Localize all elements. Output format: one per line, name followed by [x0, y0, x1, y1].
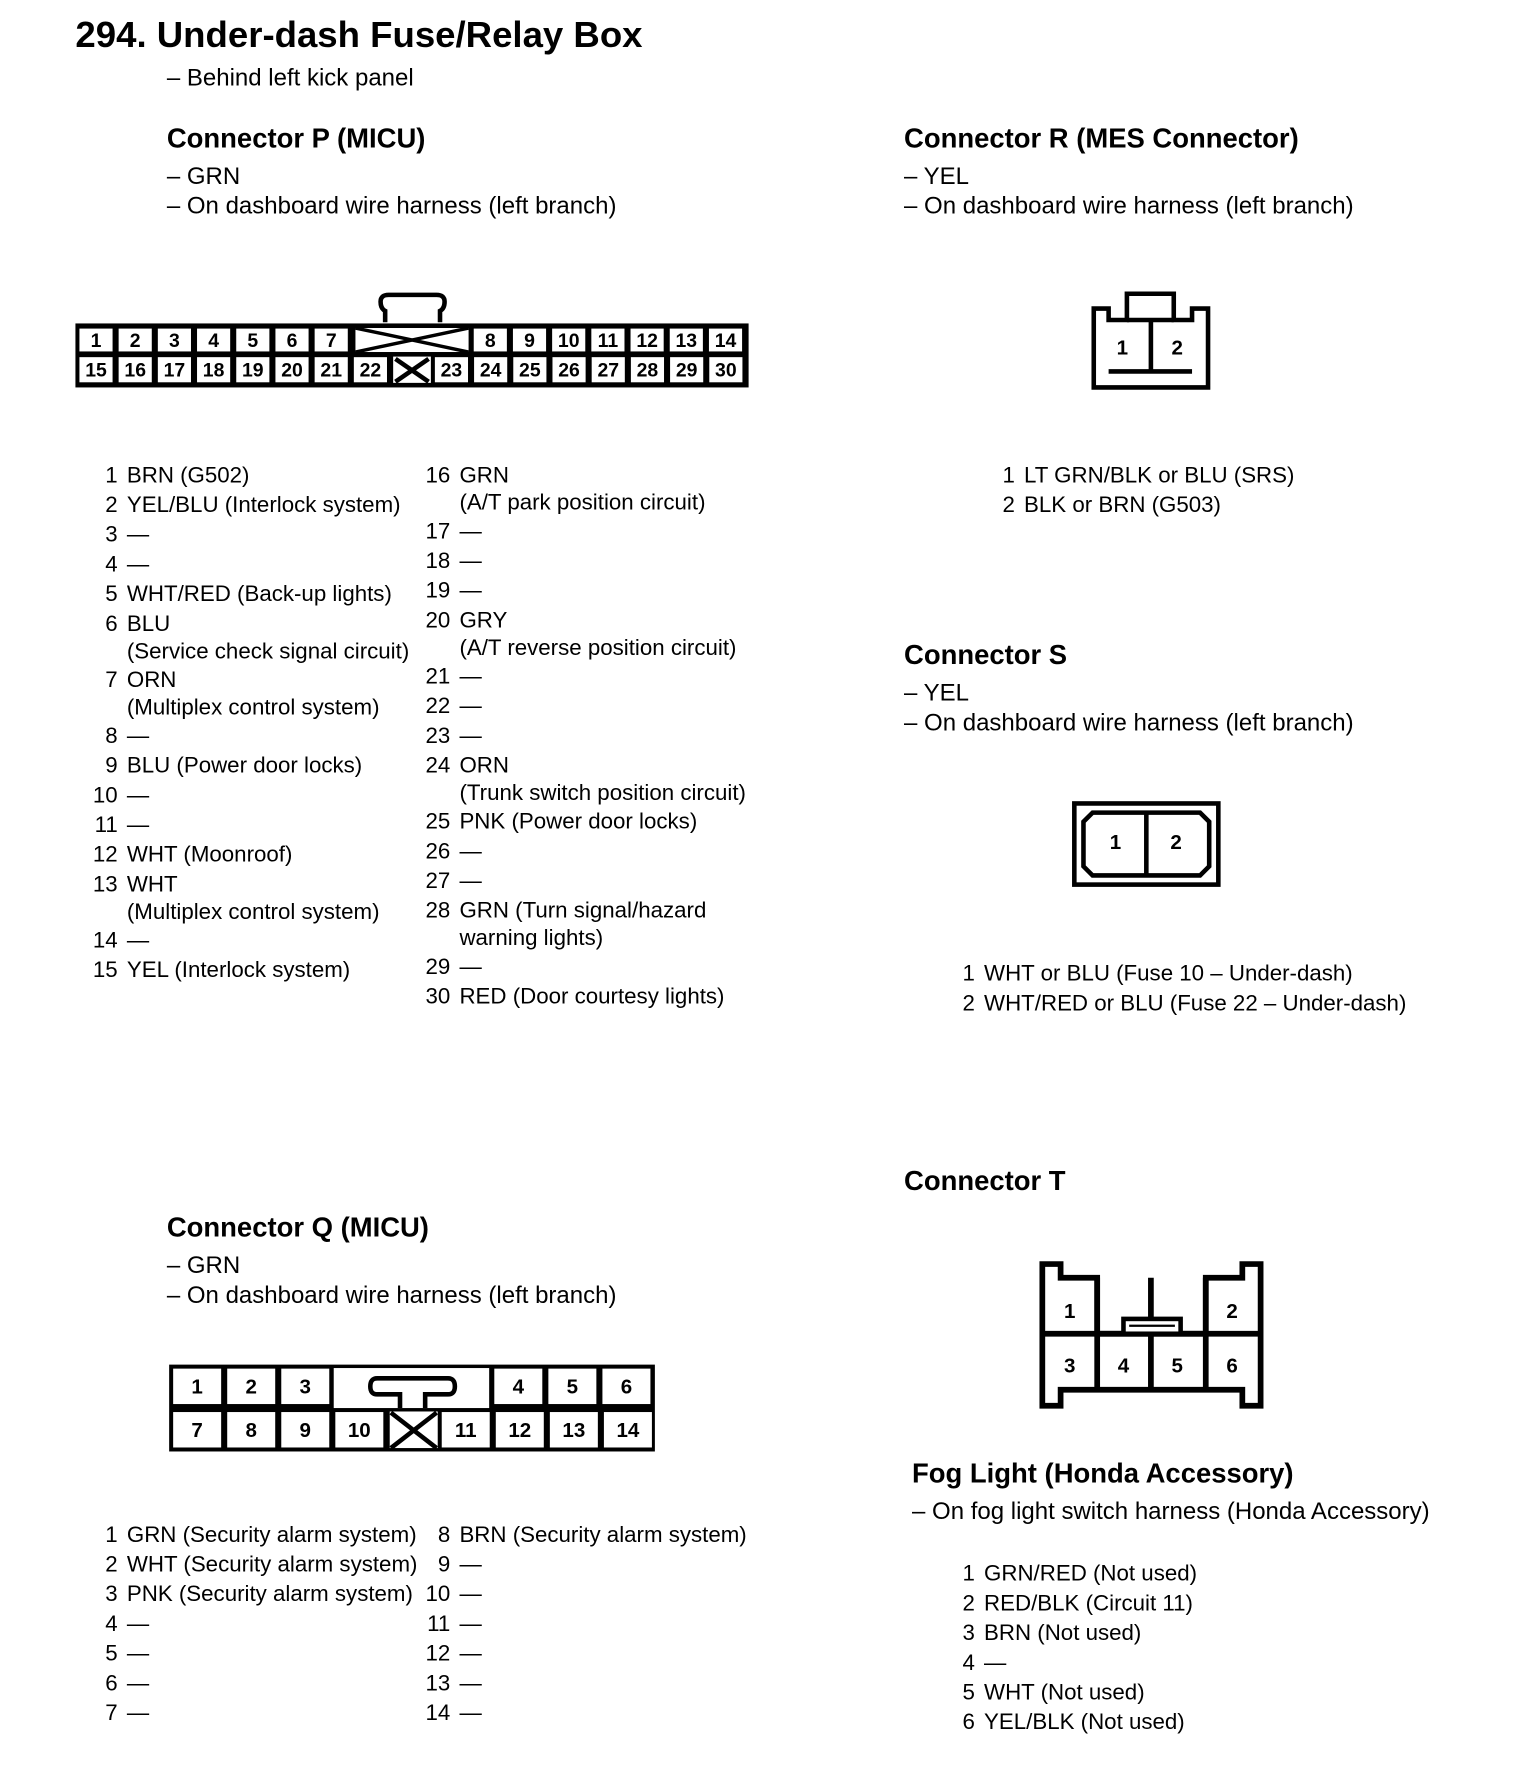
pin-label: 13: [675, 330, 698, 353]
pin-number: 26: [425, 838, 451, 865]
pin-description: —: [459, 1552, 482, 1578]
pin-list-item: [75, 550, 409, 580]
pin-number: [407, 926, 460, 952]
pin-list-item: [407, 517, 746, 547]
pin-list-item: [75, 810, 409, 840]
pin-label: 11: [597, 330, 619, 353]
pin-list-item: [943, 959, 1406, 989]
pin-list-item-continuation: [407, 635, 746, 661]
pin-label: 21: [320, 359, 343, 382]
pin-number: 13: [425, 1670, 451, 1697]
pin-description: (Multiplex control system): [126, 899, 380, 925]
pin-list-item: [75, 870, 409, 900]
pin-list-item: [407, 606, 746, 636]
pin-list-item-continuation: [407, 781, 746, 807]
pin-list-item: [407, 576, 746, 606]
pin-description: YEL/BLK (Not used): [984, 1709, 1185, 1735]
pin-label: 1: [1109, 831, 1122, 855]
pin-description: BRN (Not used): [984, 1620, 1142, 1646]
pin-list-item: [407, 1669, 747, 1699]
pin-number: 15: [92, 957, 118, 983]
pin-number: 22: [425, 693, 451, 719]
pin-label: 14: [616, 1419, 640, 1443]
pin-description: —: [459, 838, 482, 865]
connector-q-pin-list-2: [407, 1520, 747, 1728]
pin-description: PNK (Security alarm system): [126, 1581, 413, 1607]
pin-description: —: [984, 1650, 1007, 1676]
pin-number: [407, 635, 460, 661]
pin-number: 8: [437, 1522, 451, 1548]
pin-number: 4: [105, 552, 118, 578]
pin-list-item: [943, 1559, 1197, 1589]
pin-label: 4: [1117, 1354, 1130, 1378]
pin-description: —: [459, 868, 482, 894]
pin-number: 6: [105, 611, 118, 637]
pin-list-item: [407, 1579, 747, 1609]
pin-list-item: [983, 461, 1295, 491]
pin-description: —: [126, 552, 150, 578]
pin-list-item: [407, 952, 746, 982]
pin-list-item: [943, 989, 1406, 1019]
pin-number: 9: [105, 753, 118, 779]
pin-number: 2: [105, 1552, 118, 1578]
pin-label: 9: [299, 1419, 311, 1443]
connector-p-pin-list-1: [75, 461, 409, 986]
pin-list-item-continuation: [75, 639, 409, 665]
pin-list-item: [75, 1579, 417, 1609]
pin-description: (Service check signal circuit): [126, 638, 410, 665]
pin-label: 10: [557, 330, 580, 353]
pin-label: 28: [636, 359, 659, 382]
pin-label: 1: [90, 330, 102, 353]
pin-number: [75, 639, 126, 665]
pin-list-item: [407, 982, 746, 1012]
pin-list-item: [75, 520, 409, 550]
pin-description: —: [459, 548, 482, 574]
pin-list-item-continuation: [407, 926, 746, 952]
pin-list-item: [75, 926, 409, 956]
pin-list-item: [943, 1589, 1197, 1619]
pin-label: 24: [479, 359, 502, 382]
pin-description: WHT/RED (Back-up lights): [126, 581, 392, 607]
pin-description: BLK or BRN (G503): [1024, 492, 1221, 518]
pin-number: 6: [962, 1709, 975, 1735]
connector-q-title: Connector Q (MICU): [166, 1212, 429, 1244]
pin-description: —: [126, 522, 150, 548]
pin-list-item: [75, 579, 409, 609]
pin-list-item-continuation: [75, 899, 409, 925]
pin-list-item: [407, 461, 746, 491]
pin-description: warning lights): [459, 925, 604, 951]
connector-p-title: Connector P (MICU): [166, 123, 426, 155]
connector-r-pin-list: [983, 461, 1295, 520]
pin-number: [75, 695, 126, 721]
pin-description: (Multiplex control system): [126, 694, 380, 721]
pin-list-item: [407, 837, 746, 867]
pin-list-item: [75, 609, 409, 639]
pin-label: 1: [1064, 1299, 1076, 1323]
pin-list-item: [407, 662, 746, 692]
pin-label: 12: [508, 1419, 532, 1443]
pin-description: —: [459, 1581, 482, 1607]
pin-number: 6: [105, 1670, 118, 1697]
connector-r-title: Connector R (MES Connector): [904, 123, 1299, 155]
pin-label: 30: [715, 359, 737, 382]
pin-description: —: [126, 1611, 150, 1637]
pin-list-item: [75, 1550, 417, 1580]
pin-description: BLU: [126, 611, 171, 637]
pin-label: 12: [636, 330, 658, 353]
pin-label: 13: [562, 1419, 586, 1443]
pin-number: 1: [1002, 462, 1015, 489]
pin-label: 2: [1170, 831, 1182, 855]
pin-description: —: [126, 723, 150, 749]
pin-list-item: [407, 1698, 747, 1728]
pin-list-item: [75, 751, 409, 781]
pin-number: 21: [425, 664, 451, 690]
pin-description: —: [126, 1700, 150, 1726]
pin-description: —: [126, 782, 150, 809]
pin-number: 1: [105, 462, 118, 489]
pin-list-item: [75, 721, 409, 751]
pin-list-item: [943, 1707, 1197, 1737]
pin-number: 23: [425, 723, 451, 749]
pin-label: 2: [129, 330, 141, 353]
pin-description: —: [459, 578, 482, 604]
pin-label: 1: [1116, 336, 1129, 360]
fog-light-title: Fog Light (Honda Accessory): [912, 1458, 1294, 1490]
pin-number: 27: [425, 868, 451, 894]
pin-description: WHT or BLU (Fuse 10 – Under-dash): [984, 961, 1353, 987]
pin-number: 7: [105, 1700, 118, 1726]
pin-list-item: [407, 691, 746, 721]
pin-list-item: [75, 461, 409, 491]
pin-description: (A/T park position circuit): [459, 490, 706, 516]
pin-description: BLU (Power door locks): [126, 753, 363, 779]
pin-description: —: [459, 518, 482, 545]
pin-number: 5: [105, 581, 118, 607]
pin-label: 7: [325, 330, 337, 353]
pin-number: 10: [425, 1581, 451, 1607]
pin-list-item: [407, 807, 746, 837]
pin-label: 20: [281, 359, 303, 382]
pin-list-item-continuation: [75, 695, 409, 721]
pin-label: 8: [245, 1419, 257, 1443]
pin-label: 2: [1226, 1299, 1238, 1323]
pin-label: 4: [208, 330, 220, 353]
pin-number: 12: [425, 1641, 451, 1667]
pin-list-item: [75, 1639, 417, 1669]
pin-label: 10: [347, 1419, 371, 1443]
pin-list-item: [75, 490, 409, 520]
pin-list-item: [943, 1648, 1197, 1678]
pin-description: —: [459, 693, 482, 719]
pin-description: (Trunk switch position circuit): [459, 780, 746, 806]
pin-list-item: [943, 1678, 1197, 1708]
connector-q-pin-list-1: [75, 1520, 417, 1728]
pin-description: —: [126, 812, 150, 838]
pin-list-item: [75, 955, 409, 985]
pin-number: 5: [105, 1641, 118, 1667]
pin-number: 9: [437, 1552, 451, 1578]
pin-number: 2: [105, 492, 118, 518]
pin-label: 17: [163, 359, 186, 382]
connector-p-color: – GRN: [166, 163, 241, 190]
pin-description: —: [126, 1670, 150, 1697]
pin-number: 14: [92, 928, 118, 954]
pin-number: 18: [425, 548, 451, 574]
pin-description: (A/T reverse position circuit): [459, 635, 737, 661]
connector-s-title: Connector S: [904, 640, 1068, 671]
pin-number: 2: [1002, 492, 1015, 518]
pin-list-item: [943, 1618, 1197, 1648]
pin-label: 8: [484, 330, 496, 353]
pin-description: RED (Door courtesy lights): [459, 984, 725, 1010]
pin-label: 3: [1064, 1354, 1076, 1378]
pin-list-item: [407, 1609, 747, 1639]
connector-q-notes: [167, 1251, 617, 1310]
pin-number: 14: [425, 1700, 451, 1726]
pin-label: 19: [242, 359, 264, 382]
pin-description: GRN: [459, 462, 509, 489]
pin-number: 11: [94, 812, 118, 838]
pin-list-item: [75, 840, 409, 870]
pin-description: —: [459, 954, 482, 980]
pin-label: 23: [440, 359, 463, 382]
connector-s-color: – YEL: [904, 680, 969, 707]
pin-description: GRN (Turn signal/hazard: [459, 898, 707, 924]
pin-description: —: [459, 1670, 482, 1697]
connector-p-location: – On dashboard wire harness (left branch): [166, 193, 617, 220]
pin-list-item: [75, 1520, 417, 1550]
pin-description: GRY: [459, 608, 508, 634]
pin-description: GRN (Security alarm system): [126, 1522, 417, 1548]
pin-list-item: [75, 1698, 417, 1728]
pin-description: RED/BLK (Circuit 11): [984, 1590, 1193, 1617]
pin-number: 3: [105, 522, 118, 548]
pin-description: PNK (Power door locks): [459, 809, 698, 835]
pin-number: 3: [105, 1581, 118, 1607]
pin-list-item: [983, 490, 1295, 520]
pin-number: 29: [425, 954, 451, 980]
pin-label: 5: [247, 330, 259, 353]
pin-number: 17: [425, 518, 451, 545]
connector-s-location: – On dashboard wire harness (left branch): [904, 709, 1354, 737]
pin-label: 5: [1171, 1354, 1183, 1378]
pin-number: [407, 490, 460, 516]
latch: [381, 295, 445, 322]
pin-number: 5: [962, 1680, 975, 1706]
connector-r-color: – YEL: [904, 163, 969, 190]
page-title: 294. Under-dash Fuse/Relay Box: [75, 13, 643, 55]
pin-description: BRN (G502): [126, 462, 250, 489]
pin-description: LT GRN/BLK or BLU (SRS): [1024, 462, 1295, 489]
pin-label: 16: [124, 359, 147, 382]
pin-number: 4: [962, 1650, 975, 1676]
pin-label: 6: [620, 1375, 633, 1399]
pin-list-item: [75, 1669, 417, 1699]
pin-description: WHT (Not used): [984, 1680, 1145, 1706]
pin-number: 4: [105, 1611, 118, 1637]
connector-r-location: – On dashboard wire harness (left branch): [904, 193, 1354, 220]
pin-list-item: [407, 866, 746, 896]
connector-s-pin-list: [943, 959, 1406, 1018]
pin-number: 20: [425, 608, 451, 634]
pin-label: 3: [299, 1375, 311, 1399]
pin-description: WHT (Security alarm system): [126, 1552, 418, 1578]
pin-number: 2: [962, 1590, 975, 1617]
pin-list-item: [407, 1520, 747, 1550]
pin-description: —: [459, 1611, 482, 1637]
pin-label: 25: [519, 359, 541, 382]
pin-label: 2: [1171, 336, 1183, 360]
pin-label: 18: [202, 359, 225, 382]
pin-label: 27: [597, 359, 620, 382]
pin-list-item: [75, 781, 409, 811]
pin-number: 30: [425, 984, 451, 1010]
pin-number: 7: [105, 667, 118, 693]
pin-number: 3: [962, 1620, 975, 1646]
pin-label: 7: [191, 1419, 203, 1443]
pin-list-item: [407, 896, 746, 926]
connector-s-notes: [904, 679, 1354, 738]
pin-description: —: [126, 928, 150, 954]
pin-list-item: [407, 1550, 747, 1580]
pin-number: 10: [92, 782, 118, 809]
pin-number: 24: [425, 753, 451, 779]
pin-label: 15: [85, 359, 107, 382]
pin-number: 19: [425, 578, 451, 604]
pin-description: —: [459, 1641, 482, 1667]
pin-description: WHT (Moonroof): [126, 842, 293, 868]
connector-p-pin-list-2: [407, 461, 746, 1012]
pin-number: 1: [105, 1522, 118, 1548]
pin-number: [407, 781, 460, 807]
pin-list-item: [75, 665, 409, 695]
pin-description: —: [126, 1641, 150, 1667]
pin-description: —: [459, 723, 482, 749]
pin-description: —: [459, 664, 482, 690]
pin-label: 6: [286, 330, 298, 353]
pin-description: BRN (Security alarm system): [459, 1522, 747, 1548]
pin-description: YEL/BLU (Interlock system): [126, 492, 401, 518]
pin-number: 12: [92, 842, 118, 868]
connector-r-notes: [904, 162, 1354, 221]
pin-number: 28: [425, 898, 451, 924]
page-subtitle: – Behind left kick panel: [166, 65, 414, 92]
pin-number: 8: [105, 723, 118, 749]
pin-label: 5: [566, 1375, 579, 1399]
pin-number: 11: [427, 1611, 451, 1637]
fog-light-pin-list: [943, 1559, 1197, 1737]
pin-list-item: [407, 546, 746, 576]
pin-number: 25: [425, 809, 451, 835]
pin-label: 29: [675, 359, 698, 382]
pin-label: 22: [359, 359, 382, 382]
pin-list-item: [407, 751, 746, 781]
pin-label: 2: [245, 1375, 257, 1399]
pin-number: [75, 899, 126, 925]
pin-label: 14: [714, 330, 737, 353]
pin-label: 6: [1226, 1354, 1238, 1378]
pin-number: 1: [962, 1561, 975, 1587]
pin-number: 13: [92, 872, 118, 898]
pin-label: 4: [512, 1375, 525, 1399]
pin-label: 3: [169, 330, 180, 353]
pin-list-item: [407, 721, 746, 751]
pin-number: 1: [962, 961, 975, 987]
pin-number: 2: [962, 990, 975, 1017]
fog-light-location: – On fog light switch harness (Honda Accessory): [912, 1498, 1430, 1525]
pin-label: 26: [558, 359, 580, 382]
connector-q-location: – On dashboard wire harness (left branch): [166, 1282, 617, 1309]
connector-t-title: Connector T: [904, 1165, 1066, 1197]
pin-label: 1: [191, 1375, 203, 1399]
pin-description: WHT: [126, 872, 178, 898]
connector-q-color: – GRN: [166, 1252, 241, 1279]
pin-list-item-continuation: [407, 490, 746, 516]
pin-number: 16: [425, 462, 451, 489]
pin-list-item: [75, 1609, 417, 1639]
pin-description: —: [459, 1700, 482, 1726]
pin-description: WHT/RED or BLU (Fuse 22 – Under-dash): [984, 990, 1407, 1017]
pin-description: GRN/RED (Not used): [984, 1561, 1198, 1587]
pin-description: ORN: [126, 667, 177, 693]
pin-label: 9: [524, 330, 535, 353]
pin-label: 11: [454, 1419, 477, 1443]
pin-description: YEL (Interlock system): [126, 957, 351, 983]
pin-description: ORN: [459, 753, 509, 779]
pin-list-item: [407, 1639, 747, 1669]
